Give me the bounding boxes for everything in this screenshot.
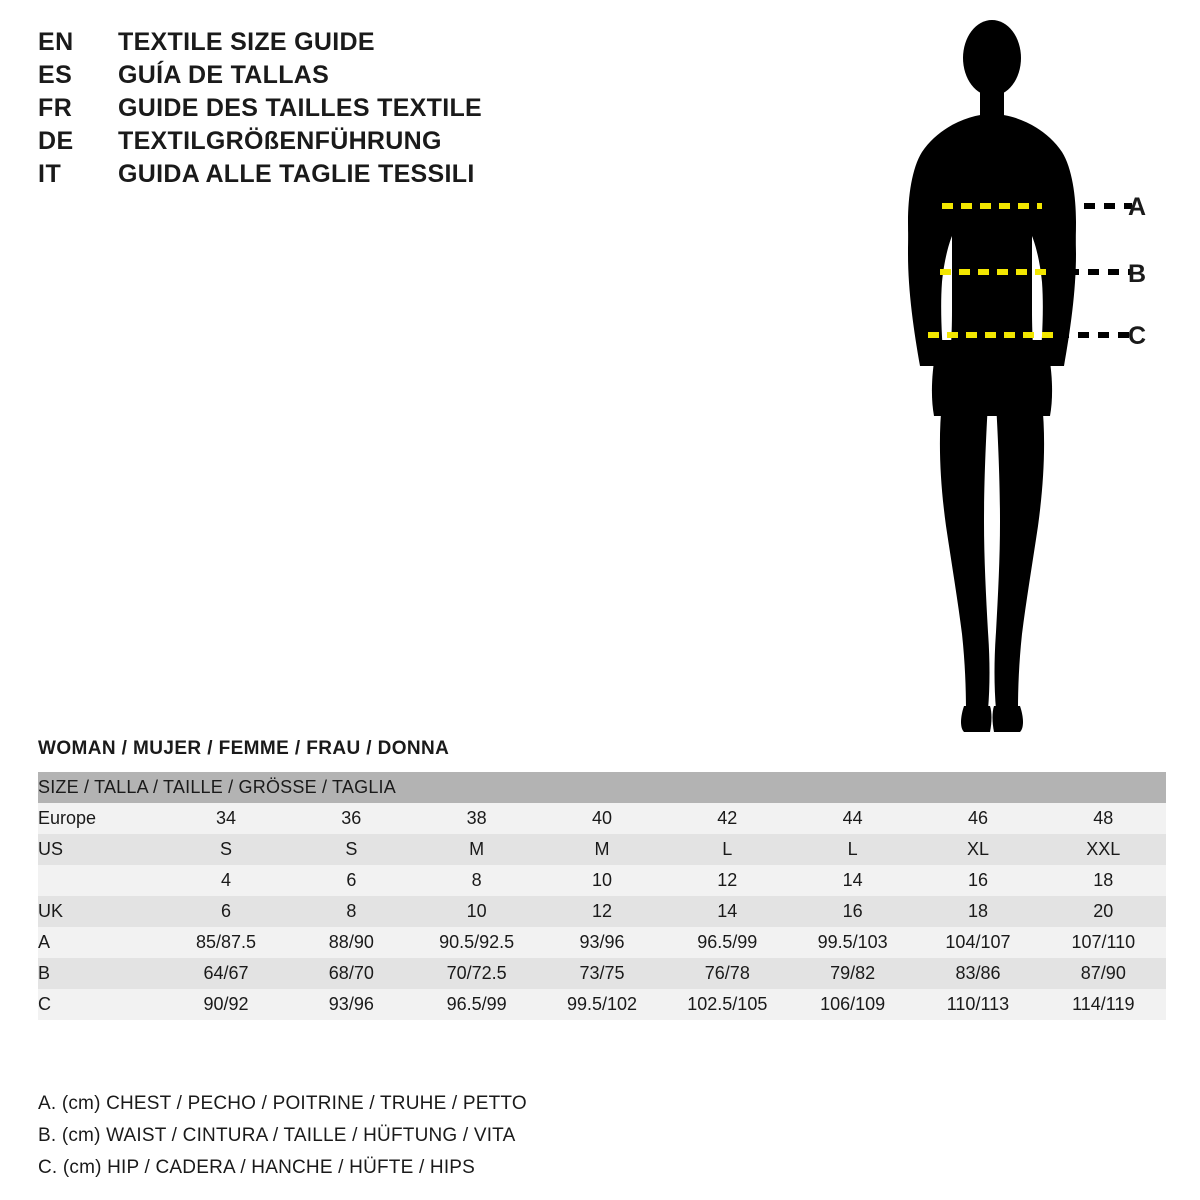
cell: 83/86 xyxy=(915,958,1040,989)
size-table-section xyxy=(38,738,1168,1020)
cell: 96.5/99 xyxy=(665,927,790,958)
measure-label-b: B xyxy=(1128,260,1147,288)
cell: 99.5/102 xyxy=(539,989,664,1020)
cell: 96.5/99 xyxy=(414,989,539,1020)
cell: 18 xyxy=(915,896,1040,927)
cell: 6 xyxy=(163,896,288,927)
language-code: IT xyxy=(38,160,62,188)
cell: 102.5/105 xyxy=(665,989,790,1020)
language-code: FR xyxy=(38,94,73,122)
table-header-label: SIZE / TALLA / TAILLE / GRÖSSE / TAGLIA xyxy=(38,772,1166,803)
legend-line-a: A. (cm) CHEST / PECHO / POITRINE / TRUHE / PETTO xyxy=(38,1093,527,1114)
cell: 90/92 xyxy=(163,989,288,1020)
cell: 36 xyxy=(289,803,414,834)
language-row xyxy=(38,160,558,193)
measurement-legend xyxy=(38,1088,838,1184)
cell: 12 xyxy=(539,896,664,927)
row-label: Europe xyxy=(38,803,163,834)
language-row xyxy=(38,94,558,127)
female-silhouette-icon xyxy=(860,10,1190,750)
table-row xyxy=(38,803,1166,834)
cell: 99.5/103 xyxy=(790,927,915,958)
cell: 16 xyxy=(790,896,915,927)
cell: 88/90 xyxy=(289,927,414,958)
cell: 10 xyxy=(414,896,539,927)
cell: L xyxy=(665,834,790,865)
cell: 107/110 xyxy=(1041,927,1166,958)
table-row xyxy=(38,834,1166,865)
cell: XL xyxy=(915,834,1040,865)
cell: 70/72.5 xyxy=(414,958,539,989)
cell: 90.5/92.5 xyxy=(414,927,539,958)
cell: 48 xyxy=(1041,803,1166,834)
cell: 18 xyxy=(1041,865,1166,896)
cell: 14 xyxy=(665,896,790,927)
cell: 87/90 xyxy=(1041,958,1166,989)
language-row xyxy=(38,28,558,61)
cell: 110/113 xyxy=(915,989,1040,1020)
cell: 34 xyxy=(163,803,288,834)
cell: 40 xyxy=(539,803,664,834)
table-row xyxy=(38,865,1166,896)
row-label xyxy=(38,865,163,896)
cell: 76/78 xyxy=(665,958,790,989)
language-row xyxy=(38,127,558,160)
language-title: GUÍA DE TALLAS xyxy=(118,61,330,89)
cell: 93/96 xyxy=(289,989,414,1020)
cell: 8 xyxy=(289,896,414,927)
cell: S xyxy=(289,834,414,865)
table-row xyxy=(38,958,1166,989)
body-figure-diagram xyxy=(860,10,1190,750)
legend-line-b: B. (cm) WAIST / CINTURA / TAILLE / HÜFTUNG / VITA xyxy=(38,1125,516,1146)
cell: 104/107 xyxy=(915,927,1040,958)
cell: 6 xyxy=(289,865,414,896)
cell: XXL xyxy=(1041,834,1166,865)
table-row xyxy=(38,896,1166,927)
cell: 10 xyxy=(539,865,664,896)
language-title: TEXTILGRÖßENFÜHRUNG xyxy=(118,127,442,155)
language-row xyxy=(38,61,558,94)
language-title: GUIDE DES TAILLES TEXTILE xyxy=(118,94,483,122)
cell: M xyxy=(414,834,539,865)
cell: 44 xyxy=(790,803,915,834)
table-section-label: WOMAN / MUJER / FEMME / FRAU / DONNA xyxy=(38,738,450,759)
cell: 106/109 xyxy=(790,989,915,1020)
cell: L xyxy=(790,834,915,865)
row-label: UK xyxy=(38,896,163,927)
cell: 16 xyxy=(915,865,1040,896)
cell: 12 xyxy=(665,865,790,896)
language-code: EN xyxy=(38,28,74,56)
measure-label-c: C xyxy=(1128,322,1147,350)
legend-line-c: C. (cm) HIP / CADERA / HANCHE / HÜFTE / HIPS xyxy=(38,1157,476,1178)
cell: 68/70 xyxy=(289,958,414,989)
cell: 64/67 xyxy=(163,958,288,989)
table-row xyxy=(38,989,1166,1020)
table-row xyxy=(38,927,1166,958)
row-label: B xyxy=(38,958,163,989)
row-label: A xyxy=(38,927,163,958)
cell: 85/87.5 xyxy=(163,927,288,958)
cell: S xyxy=(163,834,288,865)
row-label: US xyxy=(38,834,163,865)
cell: 38 xyxy=(414,803,539,834)
row-label: C xyxy=(38,989,163,1020)
table-header-row xyxy=(38,772,1166,803)
language-title-block xyxy=(38,28,558,193)
language-title: TEXTILE SIZE GUIDE xyxy=(118,28,375,56)
cell: 114/119 xyxy=(1041,989,1166,1020)
cell: 79/82 xyxy=(790,958,915,989)
cell: 14 xyxy=(790,865,915,896)
cell: 46 xyxy=(915,803,1040,834)
cell: 4 xyxy=(163,865,288,896)
cell: 20 xyxy=(1041,896,1166,927)
language-code: ES xyxy=(38,61,73,89)
cell: M xyxy=(539,834,664,865)
cell: 8 xyxy=(414,865,539,896)
cell: 73/75 xyxy=(539,958,664,989)
language-code: DE xyxy=(38,127,74,155)
size-table xyxy=(38,772,1166,1020)
cell: 42 xyxy=(665,803,790,834)
language-title: GUIDA ALLE TAGLIE TESSILI xyxy=(118,160,475,188)
measure-label-a: A xyxy=(1128,193,1147,221)
cell: 93/96 xyxy=(539,927,664,958)
